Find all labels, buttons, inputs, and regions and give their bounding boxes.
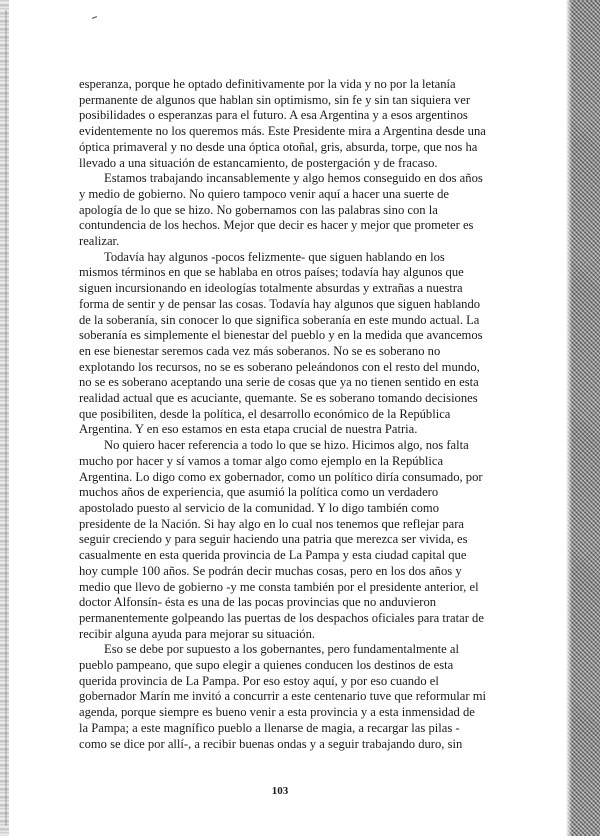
scan-right-edge <box>566 0 600 836</box>
scan-mark <box>92 16 97 19</box>
paragraph: Estamos trabajando incansablemente y algo hemos conseguido en dos años y medio de gobierno. No quiero tampoco venir aquí a hacer una suerte de apología de lo que se hizo. No gobernamos con las palabras sino con la contundencia de los hechos. Mejor que decir es hacer y mejor que prometer es realizar. <box>79 171 483 249</box>
scan-left-edge <box>0 0 9 836</box>
paragraph: Todavía hay algunos -pocos felizmente- que siguen hablando en los mismos términos en que se hablaba en otros países; todavía hay algunos que siguen incursionando en ideologías totalmente absurdas y extrañas a nuestra forma de sentir y de pensar las cosas. Todavía hay algunos que siguen hablando de la soberanía, sin conocer lo que significa soberanía en este mundo actual. La soberanía es simplemente el bienestar del pueblo y en la medida que avancemos en ese bienestar seremos cada vez más soberanos. No se es soberano no explotando los recursos, no se es soberano peleándonos con el resto del mundo, no se es soberano aceptando una serie de cosas que ya no tienen sentido en esta realidad actual que es acuciante, quemante. Se es soberano tomando decisiones que posibiliten, desde la política, el desarrollo económico de la República Argentina. Y en eso estamos en esta etapa crucial de nuestra Patria. <box>79 249 483 437</box>
page-body <box>79 77 487 752</box>
paragraph: Eso se debe por supuesto a los gobernantes, pero fundamentalmente al pueblo pampeano, que supo elegir a quienes conducen los destinos de esta querida provincia de La Pampa. Por eso estoy aquí, y por eso cuando el gobernador Marín me invitó a concurrir a este centenario tuve que reformular mi agenda, porque siempre es bueno venir a esta provincia y a esta inmensidad de la Pampa; a este magnífico pueblo a llenarse de magia, a recargar las pilas - como se dice por allí-, a recibir buenas ondas y a seguir trabajando duro, sin <box>79 642 487 751</box>
paragraph: esperanza, porque he optado definitivamente por la vida y no por la letanía permanente de algunos que hablan sin optimismo, sin fe y sin tan siquiera ver posibilidades o esperanzas para el futuro. A esa Argentina y a esos argentinos evidentemente no los queremos más. Este Presidente mira a Argentina desde una óptica primaveral y no desde una óptica otoñal, gris, absurda, torpe, que nos ha llevado a una situación de estancamiento, de postergación y de fracaso. <box>79 77 486 170</box>
page-number: 103 <box>271 785 289 797</box>
paragraph: No quiero hacer referencia a todo lo que se hizo. Hicimos algo, nos falta mucho por hacer y sí vamos a tomar algo como ejemplo en la República Argentina. Lo digo como ex gobernador, como un político diría consumado, por muchos años de experiencia, que asumió la política como un verdadero apostolado puesto al servicio de la comunidad. Y lo digo también como presidente de la Nación. Si hay algo en lo cual nos tenemos que reflejar para seguir creciendo y para seguir haciendo una patria que merezca ser vivida, es casualmente en esta querida provincia de La Pampa y esta ciudad capital que hoy cumple 100 años. Se podrán decir muchas cosas, pero en los dos años y medio que llevo de gobierno -y me consta también por el presidente anterior, el doctor Alfonsín- ésta es una de las pocas provincias que no anduvieron permanentemente golpeando las puertas de los despachos oficiales para tratar de recibir alguna ayuda para mejorar su situación. <box>79 438 484 641</box>
